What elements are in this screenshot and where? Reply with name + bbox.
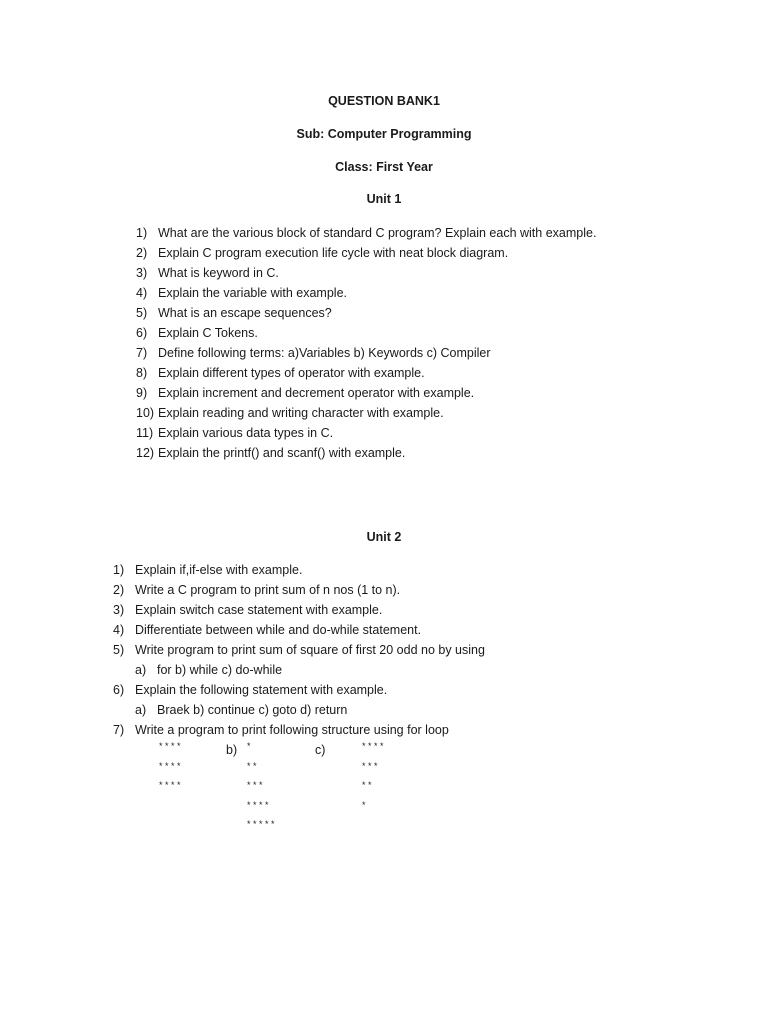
question-number: 2) [113, 583, 125, 597]
list-item [113, 600, 383, 620]
question-number: 12) [136, 446, 155, 460]
question-text: Explain switch case statement with example. [135, 603, 383, 617]
sub-item-letter: a) [135, 663, 147, 677]
question-text: Write a C program to print sum of n nos (1 to n). [135, 583, 401, 597]
question-text: Explain reading and writing character with example. [158, 406, 444, 420]
question-text: Explain increment and decrement operator with example. [158, 386, 475, 400]
question-number: 11) [136, 426, 154, 440]
list-item [113, 560, 303, 580]
question-number: 6) [136, 326, 148, 340]
question-text: Explain different types of operator with example. [158, 366, 425, 380]
question-text: What is an escape sequences? [158, 306, 332, 320]
question-number: 2) [136, 246, 148, 260]
question-text: Explain C program execution life cycle with neat block diagram. [158, 246, 509, 260]
question-number: 1) [136, 226, 148, 240]
question-text: Explain the variable with example. [158, 286, 347, 300]
question-text: Write a program to print following structure using for loop [135, 723, 449, 737]
sub-item-text: Braek b) continue c) goto d) return [157, 703, 348, 717]
question-text: What are the various block of standard C program? Explain each with example. [158, 226, 597, 240]
sub-item-letter: a) [135, 703, 147, 717]
pattern-c-label: c) [315, 743, 326, 757]
question-text: Explain the printf() and scanf() with example. [158, 446, 406, 460]
unit2-heading: Unit 2 [366, 530, 402, 544]
subject-line: Sub: Computer Programming [296, 127, 472, 141]
question-text: Explain C Tokens. [158, 326, 258, 340]
question-text: Explain various data types in C. [158, 426, 334, 440]
list-item [113, 680, 388, 700]
question-text: Define following terms: a)Variables b) Keywords c) Compiler [158, 346, 491, 360]
pattern-b-label: b) [226, 743, 238, 757]
unit2-question-list [113, 560, 485, 740]
document-title: QUESTION BANK1 [328, 94, 440, 108]
question-number: 7) [113, 723, 125, 737]
question-number: 4) [136, 286, 148, 300]
star-pattern-a: * * * * * * * * * * * * [159, 741, 181, 790]
question-text: Differentiate between while and do-while statement. [135, 623, 422, 637]
class-line: Class: First Year [335, 160, 433, 174]
star-pattern-b: * * * * * * * * * * * * * * * [247, 741, 275, 829]
question-number: 3) [113, 603, 125, 617]
sub-item-text: for b) while c) do-while [157, 663, 283, 677]
question-number: 9) [136, 386, 148, 400]
question-text: Write program to print sum of square of first 20 odd no by using [135, 643, 485, 657]
question-number: 6) [113, 683, 125, 697]
question-number: 5) [136, 306, 148, 320]
list-item [113, 720, 449, 740]
list-item [113, 620, 422, 640]
unit1-heading: Unit 1 [366, 192, 402, 206]
question-number: 1) [113, 563, 125, 577]
question-text: Explain if,if-else with example. [135, 563, 303, 577]
list-item [113, 580, 401, 600]
question-text: Explain the following statement with example. [135, 683, 388, 697]
question-number: 10) [136, 406, 155, 420]
question-number: 4) [113, 623, 125, 637]
question-text: What is keyword in C. [158, 266, 279, 280]
question-number: 3) [136, 266, 148, 280]
question-number: 8) [136, 366, 148, 380]
star-pattern-c: * * * * * * * * * * [362, 741, 384, 810]
question-number: 5) [113, 643, 125, 657]
question-number: 7) [136, 346, 148, 360]
list-item [113, 640, 485, 660]
